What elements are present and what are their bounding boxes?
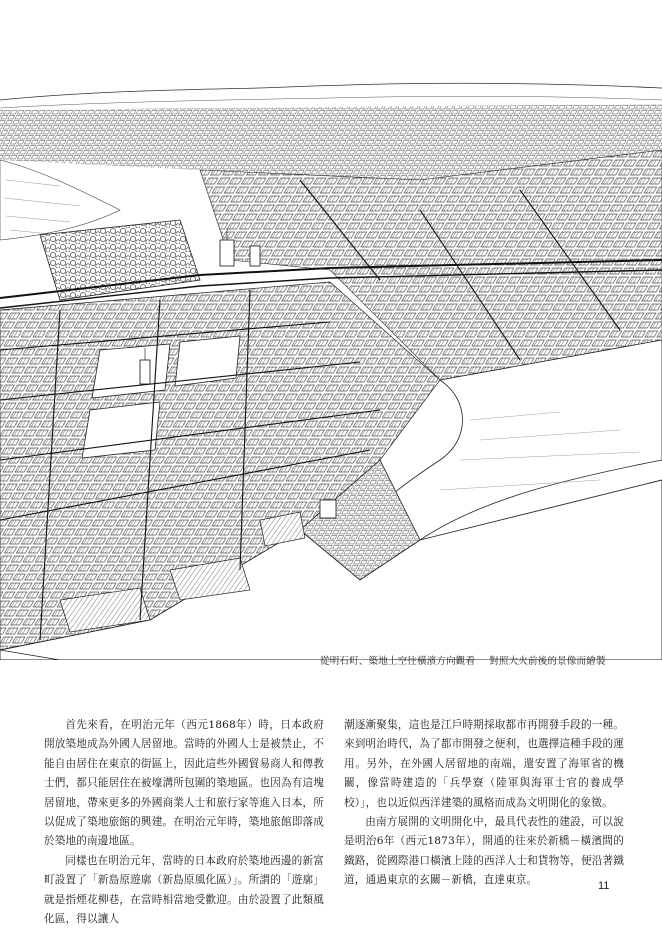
body-text bbox=[44, 716, 624, 929]
paragraph: 同樣也在明治元年，當時的日本政府於築地西邊的新富町設置了「新島原遊廓（新島原風化區）」。所謂的「遊廓」就是指煙花柳巷，在當時相當地受歡迎。由於設置了此類風化區，得以讓人 bbox=[44, 854, 324, 926]
text-column-left bbox=[44, 716, 324, 929]
caption-part-1: 從明石町、築地上空往橫濱方向觀看 bbox=[320, 656, 476, 667]
caption-part-2: 對照大火前後的景像而繪製 bbox=[489, 656, 606, 667]
paragraph: 潮逐漸聚集，這也是江戶時期採取都市再開發手段的一種。來到明治時代，為了都市開發之便利，也選擇這種手段的運用。另外，在外國人居留地的南端，還安置了海軍省的機關，像當時建造的「兵學寮（陸軍與海軍士官的養成學校）」，也以近似西洋建築的風格而成為文明開化的象徵。 bbox=[344, 719, 624, 809]
aerial-city-illustration bbox=[0, 60, 662, 660]
text-column-right bbox=[344, 716, 624, 929]
page-number: 11 bbox=[598, 880, 610, 892]
illustration-caption bbox=[320, 653, 650, 667]
paragraph: 首先來看，在明治元年（西元1868年）時，日本政府開放築地成為外國人居留地。當時的外國人士是被禁止，不能自由居住在東京的街區上，因此這些外國貿易商人和傳教士們，都只能居住在被壕溝所包圍的築地區。也因為有這塊居留地，帶來更多的外國商業人士和旅行家等進入日本，所以促成了築地旅館的興建。在明治元年時，築地旅館即落成於築地的南邊地區。 bbox=[44, 719, 324, 848]
paragraph: 由南方展開的文明開化中，最具代表性的建設，可以說是明治6年（西元1873年），開通的往來於新橋－橫濱間的鐵路，從國際港口橫濱上陸的西洋人士和貨物等，便沿著鐵道，通過東京的玄關－新橋，直達東京。 bbox=[344, 816, 624, 887]
